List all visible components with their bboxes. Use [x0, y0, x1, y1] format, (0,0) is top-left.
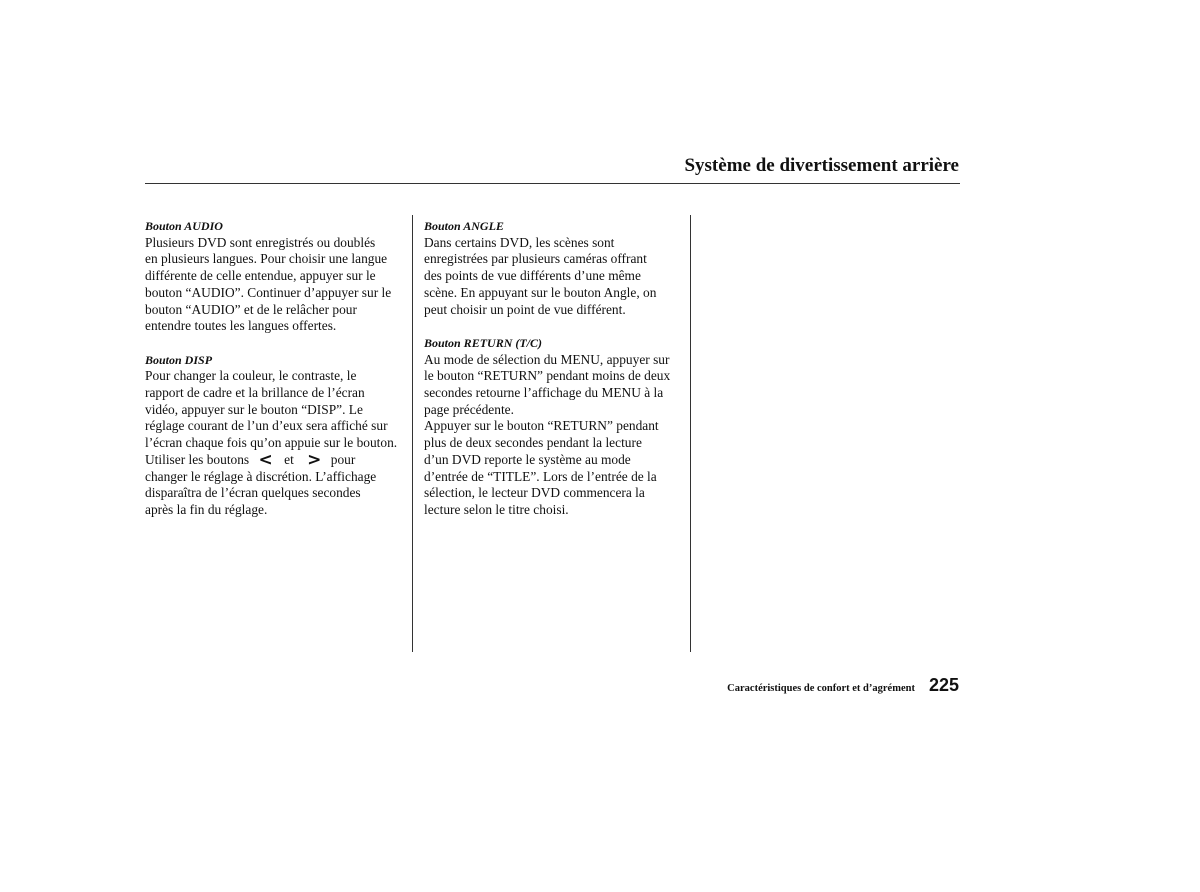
angle-heading: Bouton ANGLE [424, 219, 504, 233]
paragraph-line: lecture selon le titre choisi. [424, 501, 569, 517]
header-divider [145, 183, 960, 184]
paragraph-line: Appuyer sur le bouton “RETURN” pendant [424, 418, 659, 434]
paragraph-line: scène. En appuyant sur le bouton Angle, on [424, 284, 657, 300]
disp-heading: Bouton DISP [145, 352, 213, 367]
paragraph-line: enregistrées par plusieurs caméras offrant [424, 251, 647, 267]
paragraph-line: Plusieurs DVD sont enregistrés ou doublés [145, 234, 376, 250]
paragraph-line: disparaîtra de l’écran quelques secondes [145, 485, 361, 501]
paragraph-line: après la fin du réglage. [145, 501, 268, 517]
paragraph-line: l’écran chaque fois qu’on appuie sur le bouton. [145, 435, 398, 451]
paragraph-line: le bouton “RETURN” pendant moins de deux [424, 368, 671, 384]
paragraph-line: d’un DVD reporte le système au mode [424, 451, 631, 467]
page-number: 225 [928, 675, 959, 695]
paragraph-line: différente de celle entendue, appuyer sur le [145, 268, 376, 284]
paragraph-line: vidéo, appuyer sur le bouton “DISP”. Le [145, 401, 363, 417]
return-paragraph [424, 352, 686, 519]
return-heading: Bouton RETURN (T/C) [424, 335, 543, 350]
buttons-line [145, 449, 410, 470]
paragraph-line: Au mode de sélection du MENU, appuyer sur [424, 351, 670, 367]
paragraph-line: changer le réglage à discrétion. L’affichage [145, 468, 377, 484]
disp-paragraph [145, 368, 410, 518]
left-column [145, 218, 410, 519]
audio-paragraph [145, 235, 410, 335]
section-name: Caractéristiques de confort et d’agrément [727, 683, 915, 694]
angle-paragraph [424, 235, 686, 319]
right-arrow-icon: > [307, 449, 322, 470]
paragraph-line: des points de vue différents d’une même [424, 268, 641, 284]
paragraph-line: bouton “AUDIO”. Continuer d’appuyer sur le [145, 284, 392, 300]
column-divider-1 [412, 215, 413, 652]
paragraph-line: secondes retourne l’affichage du MENU à la [424, 384, 664, 400]
audio-heading: Bouton AUDIO [145, 219, 223, 233]
paragraph-line: rapport de cadre et la brillance de l’écran [145, 384, 365, 400]
page-footer [727, 675, 959, 696]
paragraph-line: en plusieurs langues. Pour choisir une langue [145, 251, 388, 267]
buttons-line-after: pour [330, 451, 356, 467]
paragraph-line: peut choisir un point de vue différent. [424, 301, 626, 317]
buttons-line-before: Utiliser les boutons [145, 451, 250, 467]
paragraph-line: plus de deux secondes pendant la lecture [424, 435, 642, 451]
page-title: Système de divertissement arrière [684, 155, 959, 176]
paragraph-line: réglage courant de l’un d’eux sera affiché sur [145, 418, 388, 434]
paragraph-line: bouton “AUDIO” et de le relâcher pour [145, 301, 357, 317]
paragraph-line: sélection, le lecteur DVD commencera la [424, 485, 645, 501]
paragraph-line: entendre toutes les langues offertes. [145, 318, 337, 334]
paragraph-line: page précédente. [424, 401, 514, 417]
paragraph-line: Pour changer la couleur, le contraste, le [145, 368, 357, 384]
paragraph-line: d’entrée de “TITLE”. Lors de l’entrée de la [424, 468, 657, 484]
middle-column [424, 218, 686, 519]
column-divider-2 [690, 215, 691, 652]
left-arrow-icon: < [258, 449, 273, 470]
paragraph-line: Dans certains DVD, les scènes sont [424, 234, 615, 250]
buttons-line-middle: et [284, 451, 294, 467]
